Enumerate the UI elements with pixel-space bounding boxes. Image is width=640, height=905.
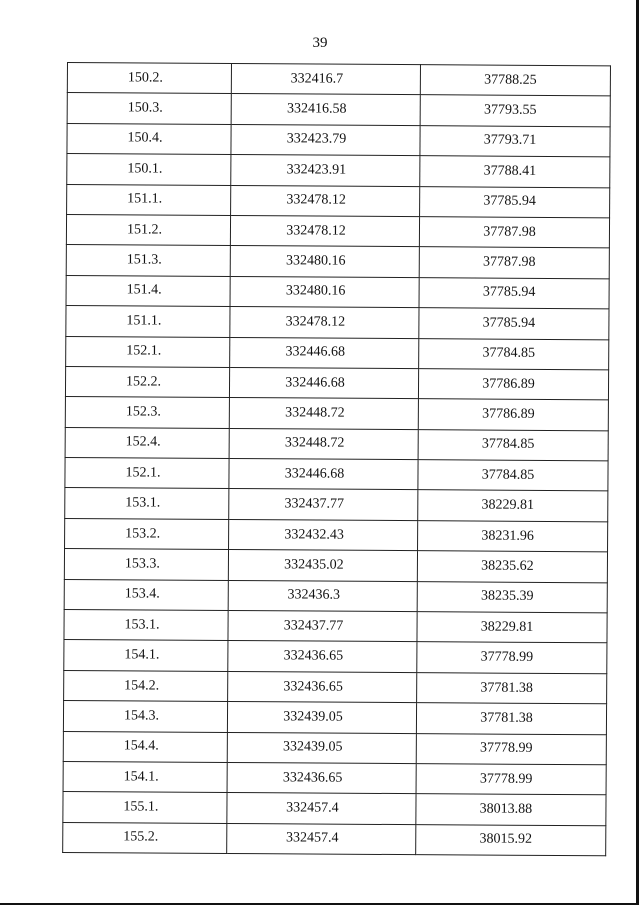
- table-row: [66, 214, 609, 248]
- x-coordinate-cell: 332423.79: [231, 124, 420, 156]
- point-id-cell: 154.1.: [64, 640, 228, 671]
- y-coordinate-cell: 38015.92: [416, 824, 606, 856]
- table-row: [64, 640, 607, 674]
- point-id-cell: 153.1.: [65, 488, 229, 519]
- y-coordinate-cell: 38229.81: [417, 612, 607, 644]
- point-id-cell: 152.1.: [66, 336, 230, 367]
- point-id-cell: 153.1.: [64, 610, 228, 641]
- table-row: [63, 792, 606, 826]
- point-id-cell: 151.1.: [67, 184, 231, 215]
- x-coordinate-cell: 332457.4: [227, 793, 416, 825]
- x-coordinate-cell: 332446.68: [229, 459, 418, 491]
- point-id-cell: 152.1.: [65, 458, 229, 489]
- table-row: [65, 458, 608, 492]
- y-coordinate-cell: 37793.55: [420, 95, 610, 127]
- table-row: [67, 184, 610, 218]
- y-coordinate-cell: 37778.99: [417, 642, 607, 674]
- y-coordinate-cell: 38231.96: [418, 521, 608, 553]
- table-row: [64, 610, 607, 644]
- point-id-cell: 154.2.: [64, 670, 228, 701]
- x-coordinate-cell: 332436.65: [227, 762, 416, 794]
- x-coordinate-cell: 332446.68: [229, 367, 418, 399]
- table-row: [66, 245, 609, 279]
- coordinates-table-body: [63, 63, 611, 856]
- y-coordinate-cell: 37778.99: [416, 764, 606, 796]
- y-coordinate-cell: 37784.85: [418, 460, 608, 492]
- y-coordinate-cell: 37788.41: [420, 156, 610, 188]
- y-coordinate-cell: 37788.25: [420, 65, 610, 97]
- x-coordinate-cell: 332432.43: [229, 519, 418, 551]
- point-id-cell: 152.2.: [65, 366, 229, 397]
- point-id-cell: 155.2.: [63, 822, 227, 853]
- y-coordinate-cell: 37784.85: [418, 429, 608, 461]
- table-row: [67, 154, 610, 188]
- point-id-cell: 153.2.: [65, 518, 229, 549]
- table-row: [65, 518, 608, 552]
- y-coordinate-cell: 37785.94: [419, 277, 609, 309]
- point-id-cell: 152.4.: [65, 427, 229, 458]
- x-coordinate-cell: 332435.02: [228, 550, 417, 582]
- y-coordinate-cell: 37784.85: [419, 338, 609, 370]
- point-id-cell: 150.3.: [67, 93, 231, 124]
- table-row: [64, 670, 607, 704]
- point-id-cell: 153.3.: [64, 549, 228, 580]
- table-row: [67, 93, 610, 127]
- y-coordinate-cell: 37781.38: [417, 672, 607, 704]
- y-coordinate-cell: 38235.39: [417, 581, 607, 613]
- point-id-cell: 150.1.: [67, 154, 231, 185]
- table-row: [64, 549, 607, 583]
- page-number: 39: [312, 35, 328, 51]
- table-row: [67, 63, 610, 97]
- y-coordinate-cell: 37785.94: [420, 186, 610, 218]
- x-coordinate-cell: 332416.58: [231, 94, 420, 126]
- point-id-cell: 152.3.: [65, 397, 229, 428]
- point-id-cell: 151.3.: [66, 245, 230, 276]
- point-id-cell: 154.4.: [63, 731, 227, 762]
- x-coordinate-cell: 332437.77: [228, 611, 417, 643]
- table-row: [66, 275, 609, 309]
- table-row: [67, 123, 610, 157]
- x-coordinate-cell: 332439.05: [227, 702, 416, 734]
- point-id-cell: 155.1.: [63, 792, 227, 823]
- y-coordinate-cell: 37778.99: [416, 733, 606, 765]
- y-coordinate-cell: 38235.62: [417, 551, 607, 583]
- y-coordinate-cell: 37787.98: [419, 247, 609, 279]
- point-id-cell: 153.4.: [64, 579, 228, 610]
- x-coordinate-cell: 332416.7: [231, 64, 420, 96]
- table-row: [63, 822, 606, 856]
- x-coordinate-cell: 332480.16: [230, 276, 419, 308]
- x-coordinate-cell: 332448.72: [229, 398, 418, 430]
- y-coordinate-cell: 37787.98: [419, 217, 609, 249]
- table-row: [65, 427, 608, 461]
- x-coordinate-cell: 332423.91: [231, 155, 420, 187]
- table-row: [64, 579, 607, 613]
- x-coordinate-cell: 332439.05: [227, 732, 416, 764]
- x-coordinate-cell: 332437.77: [229, 489, 418, 521]
- table-row: [65, 366, 608, 400]
- table-row: [63, 731, 606, 765]
- point-id-cell: 150.4.: [67, 123, 231, 154]
- point-id-cell: 150.2.: [67, 63, 231, 94]
- y-coordinate-cell: 37786.89: [418, 399, 608, 431]
- point-id-cell: 151.4.: [66, 275, 230, 306]
- x-coordinate-cell: 332480.16: [230, 246, 419, 278]
- y-coordinate-cell: 37793.71: [420, 125, 610, 157]
- table-row: [66, 306, 609, 340]
- point-id-cell: 154.1.: [63, 761, 227, 792]
- x-coordinate-cell: 332436.3: [228, 580, 417, 612]
- table-row: [63, 761, 606, 795]
- table-row: [65, 397, 608, 431]
- y-coordinate-cell: 37786.89: [418, 369, 608, 401]
- x-coordinate-cell: 332478.12: [230, 307, 419, 339]
- y-coordinate-cell: 38229.81: [418, 490, 608, 522]
- y-coordinate-cell: 37781.38: [416, 703, 606, 735]
- table-row: [66, 336, 609, 370]
- y-coordinate-cell: 38013.88: [416, 794, 606, 826]
- x-coordinate-cell: 332448.72: [229, 428, 418, 460]
- x-coordinate-cell: 332478.12: [230, 215, 419, 247]
- table-row: [63, 701, 606, 735]
- x-coordinate-cell: 332446.68: [230, 337, 419, 369]
- x-coordinate-cell: 332478.12: [231, 185, 420, 217]
- point-id-cell: 151.1.: [66, 306, 230, 337]
- coordinates-table: [62, 62, 611, 856]
- x-coordinate-cell: 332436.65: [228, 671, 417, 703]
- table-row: [65, 488, 608, 522]
- point-id-cell: 154.3.: [63, 701, 227, 732]
- point-id-cell: 151.2.: [66, 214, 230, 245]
- x-coordinate-cell: 332457.4: [227, 823, 416, 855]
- x-coordinate-cell: 332436.65: [228, 641, 417, 673]
- coordinates-table-container: [62, 62, 611, 856]
- y-coordinate-cell: 37785.94: [419, 308, 609, 340]
